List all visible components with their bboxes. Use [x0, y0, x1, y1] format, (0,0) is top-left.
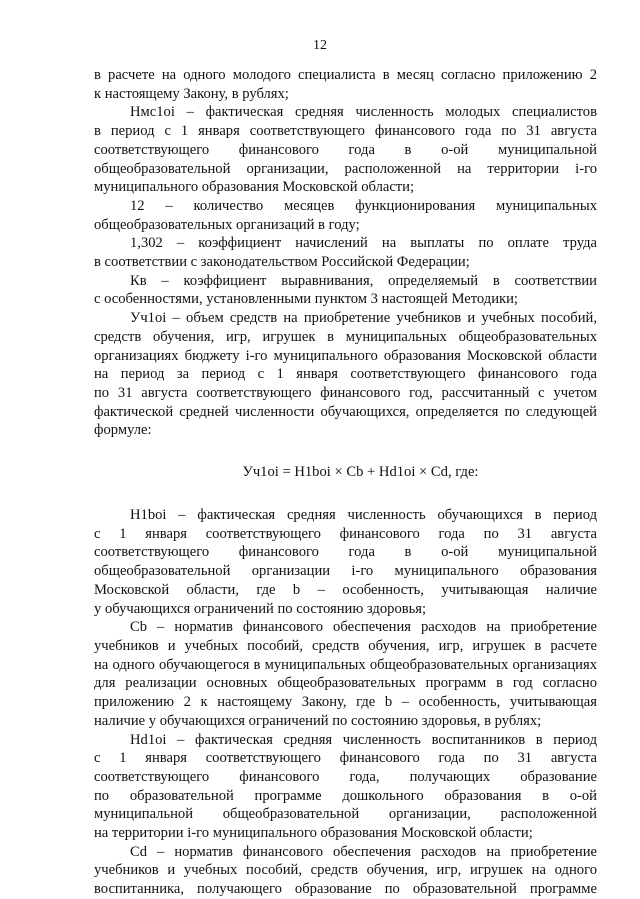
- text-line: Московской области, где b – особенность, учитывающая наличие: [94, 581, 597, 598]
- text-line: для реализации основных общеобразовательных программ в год согласно: [94, 675, 597, 692]
- text-line: в расчете на одного молодого специалиста в месяц согласно приложению 2: [94, 67, 597, 83]
- text-line: у обучающихся ограничений по состоянию здоровья;: [94, 600, 427, 617]
- text-line: 12 – количество месяцев функционирования муниципальных: [130, 197, 597, 214]
- text-line: на одного обучающегося в муниципальных общеобразовательных организациях: [94, 656, 597, 673]
- text-line: с 1 января соответствующего финансового года по 31 августа: [94, 525, 597, 542]
- formula: [94, 462, 597, 482]
- text-line: приложению 2 к настоящему Закону, где b – особенность, учитывающая: [94, 694, 597, 711]
- text-line: Cd – норматив финансового обеспечения расходов на приобретение: [130, 843, 597, 860]
- text-line: учебников и учебных пособий, средств обучения, игр, игрушек на одного: [94, 862, 597, 879]
- text-line: на территории i-го муниципального образования Московской области;: [94, 825, 533, 842]
- page-number: 12: [313, 38, 327, 53]
- text-line: наличие у обучающихся ограничений по состоянию здоровья, в рублях;: [94, 712, 542, 729]
- text-line: с особенностями, установленными пунктом 3 настоящей Методики;: [94, 291, 518, 308]
- page-content: [94, 66, 597, 899]
- formula-text: Уч1oi = Н1boi × Cb + Hd1oi × Cd, где:: [242, 464, 479, 481]
- text-line: соответствующего финансового года в о-ой муниципальной: [94, 141, 597, 158]
- text-line: с 1 января соответствующего финансового года по 31 августа: [94, 750, 597, 767]
- text-block-bottom: [94, 506, 597, 899]
- text-line: фактической средней численности обучающихся, определяется по следующей: [94, 403, 597, 420]
- text-line: общеобразовательных организаций в году;: [94, 216, 360, 233]
- text-line: по образовательной программе дошкольного образования в о-ой: [94, 787, 597, 804]
- text-line: общеобразовательной организации, расположенной на территории i-го: [94, 160, 597, 177]
- text-line: в соответствии с законодательством Российской Федерации;: [94, 254, 470, 271]
- text-line: Кв – коэффициент выравнивания, определяемый в соответствии: [130, 272, 597, 289]
- text-line: Нмс1oi – фактическая средняя численность молодых специалистов: [130, 104, 597, 121]
- text-line: к настоящему Закону, в рублях;: [94, 85, 289, 102]
- text-line: муниципальной общеобразовательной организации, расположенной: [94, 806, 597, 823]
- text-line: Н1boi – фактическая средняя численность обучающихся в период: [130, 507, 597, 524]
- text-line: на период за период с 1 января соответствующего финансового года: [94, 366, 597, 383]
- text-line: Hd1oi – фактическая средняя численность воспитанников в период: [130, 731, 597, 748]
- text-line: средств обучения, игр, игрушек в муниципальных общеобразовательных: [94, 328, 597, 345]
- text-line: муниципального образования Московской области;: [94, 179, 415, 196]
- text-line: Cb – норматив финансового обеспечения расходов на приобретение: [130, 619, 597, 636]
- text-line: соответствующего финансового года в о-ой муниципальной: [94, 544, 597, 561]
- text-line: по 31 августа соответствующего финансового год, рассчитанный с учетом: [94, 384, 597, 401]
- text-line: в период с 1 января соответствующего финансового года по 31 августа: [94, 123, 597, 140]
- text-line: соответствующего финансового года, получающих образование: [94, 768, 597, 785]
- text-block-top: [94, 66, 597, 440]
- text-line: формуле:: [94, 422, 152, 439]
- text-line: Уч1oi – объем средств на приобретение учебников и учебных пособий,: [130, 310, 597, 327]
- text-line: организациях бюджету i-го муниципального образования Московской области: [94, 347, 597, 364]
- text-line: учебников и учебных пособий, средств обучения, игр, игрушек в расчете: [94, 637, 597, 654]
- text-line: воспитанника, получающего образование по образовательной программе: [94, 881, 597, 898]
- text-line: общеобразовательной организации i-го муниципального образования: [94, 563, 597, 580]
- text-line: 1,302 – коэффициент начислений на выплаты по оплате труда: [130, 235, 597, 252]
